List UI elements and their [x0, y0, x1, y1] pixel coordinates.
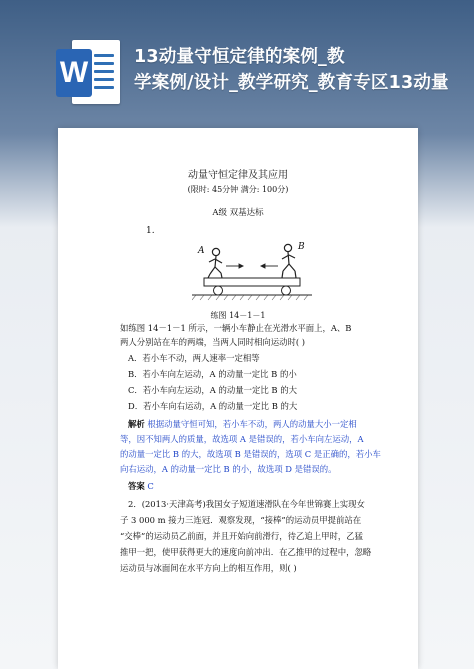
q2-line: 2．(2013·天津高考)我国女子短道速滑队在今年世锦赛上实现女 [128, 499, 365, 509]
answer-value: C [147, 481, 154, 491]
word-w-badge: W [56, 49, 92, 97]
option-a: A．若小车不动，两人速率一定相等 [128, 353, 260, 363]
page-title-line-2: 学案例/设计_教学研究_教育专区13动量 [134, 73, 449, 93]
document-title: 动量守恒定律及其应用 [188, 170, 288, 181]
cart-body [204, 278, 300, 286]
label-a: A [198, 246, 205, 256]
q2-line: 子 3 000 m 接力三连冠．观察发现，“接棒”的运动员甲提前站在 [120, 515, 362, 525]
word-document-icon [56, 40, 122, 106]
question-1-number: 1. [146, 226, 155, 236]
analysis-label: 解析 [128, 419, 145, 429]
person-a-figure [208, 248, 222, 278]
q1-line: 两人分别站在车的两端，当两人同时相向运动时( ) [120, 337, 306, 347]
label-b: B [298, 242, 305, 252]
analysis-line: 向右运动，A 的动量一定比 B 的小，故选项 D 是错误的。 [120, 464, 337, 474]
answer-label: 答案 [128, 481, 145, 491]
analysis-line: 根据动量守恒可知，若小车不动，两人的动量大小一定相 [147, 419, 357, 429]
person-b-figure [282, 244, 296, 278]
q1-line: 如练图 14－1－1 所示，一辆小车静止在光滑水平面上，A、B [120, 323, 352, 333]
cart-figure [192, 234, 312, 302]
cart-wheel-left [214, 286, 223, 295]
document-preview[interactable] [58, 128, 418, 669]
section-level: A级 双基达标 [212, 208, 264, 218]
analysis-line: 的动量一定比 B 的大，故选项 B 是错误的，选项 C 是正确的，若小车 [120, 449, 381, 459]
cart-wheel-right [282, 286, 291, 295]
option-c: C．若小车向左运动，A 的动量一定比 B 的大 [128, 385, 297, 395]
q2-line: 运动员与冰面间在水平方向上的相互作用，则( ) [120, 563, 297, 573]
option-b: B．若小车向左运动，A 的动量一定比 B 的小 [128, 369, 297, 379]
analysis-line: 等，因不知两人的质量，故选项 A 是错误的，若小车向左运动，A [120, 434, 364, 444]
figure-caption: 练图 14－1－1 [210, 311, 266, 320]
page-title[interactable] [134, 44, 474, 96]
option-d: D．若小车向右运动，A 的动量一定比 B 的大 [128, 401, 298, 411]
arrow-right-a [226, 264, 243, 268]
q2-line: “交棒”的运动员乙前面，并且开始向前滑行，待乙追上甲时，乙猛 [120, 531, 364, 541]
arrow-left-b [261, 264, 278, 268]
q2-line: 推甲一把，使甲获得更大的速度向前冲出．在乙推甲的过程中，忽略 [120, 547, 372, 557]
document-meta: (限时: 45分钟 满分: 100分) [187, 185, 289, 194]
page-title-line-1: 13动量守恒定律的案例_教 [134, 47, 345, 67]
